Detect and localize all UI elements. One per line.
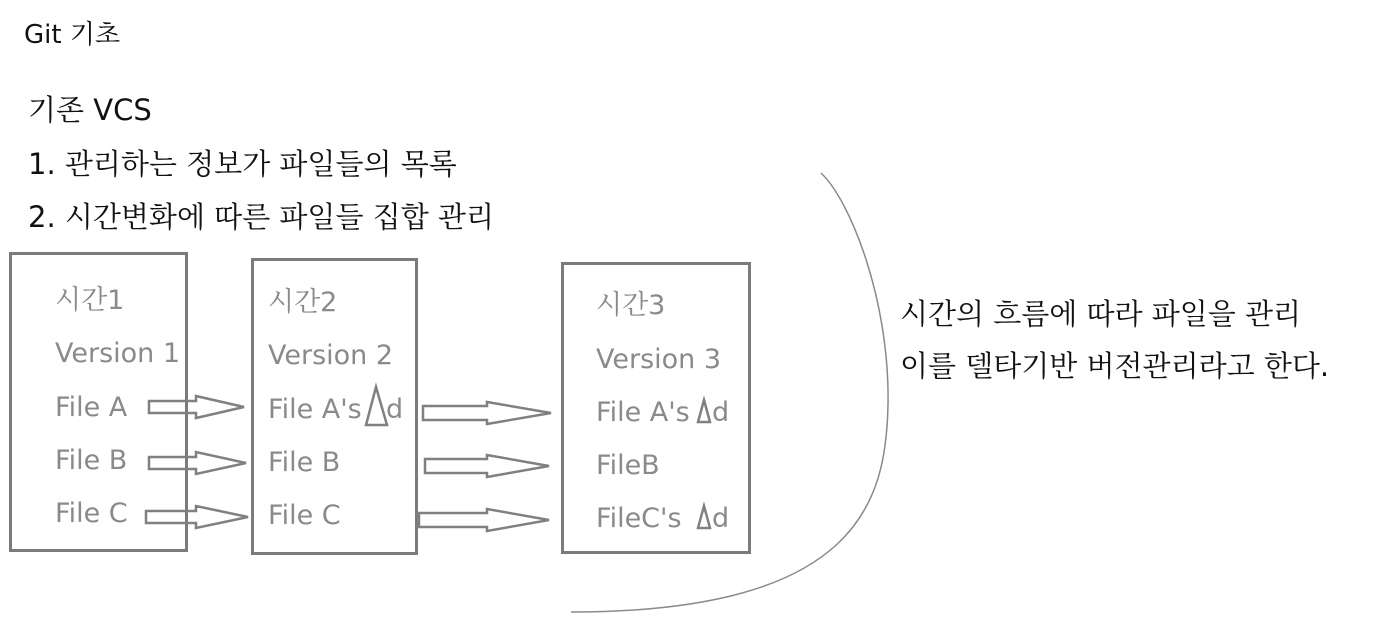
page-title: Git 기초 [24, 20, 121, 50]
box1-version-label: Version 1 [55, 338, 181, 369]
point-1: 1. 관리하는 정보가 파일들의 목록 [28, 147, 457, 181]
box3-file-c-delta: FileC's [596, 503, 682, 534]
box3-time-label: 시간3 [596, 290, 666, 321]
box3-file-a-delta: File A's [596, 397, 690, 428]
box2-file-a-delta: File A's [268, 394, 362, 425]
box3-file-b: FileB [596, 450, 660, 481]
note-line-1: 시간의 흐름에 따라 파일을 관리 [900, 297, 1302, 331]
box2-time-label: 시간2 [268, 287, 338, 318]
box1-file-a: File A [55, 392, 128, 423]
box1-time-label: 시간1 [55, 285, 125, 316]
arrow-b-2-to-3 [425, 455, 549, 477]
box2-version-label: Version 2 [268, 340, 394, 371]
point-2: 2. 시간변화에 따른 파일들 집합 관리 [28, 200, 494, 234]
arrow-c-2-to-3 [419, 509, 549, 531]
box1-file-b: File B [55, 445, 128, 476]
note-line-2: 이를 델타기반 버전관리라고 한다. [900, 349, 1330, 383]
arrow-a-2-to-3 [423, 402, 551, 424]
box3-version-label: Version 3 [596, 344, 722, 375]
box2-file-b: File B [268, 447, 341, 478]
box1-file-c: File C [55, 498, 128, 529]
box3-delta-suffix-a: d [712, 397, 730, 428]
box3-delta-suffix-c: d [712, 503, 730, 534]
section-heading: 기존 VCS [28, 93, 152, 127]
box2-file-c: File C [268, 500, 341, 531]
box2-delta-suffix: d [386, 394, 404, 425]
